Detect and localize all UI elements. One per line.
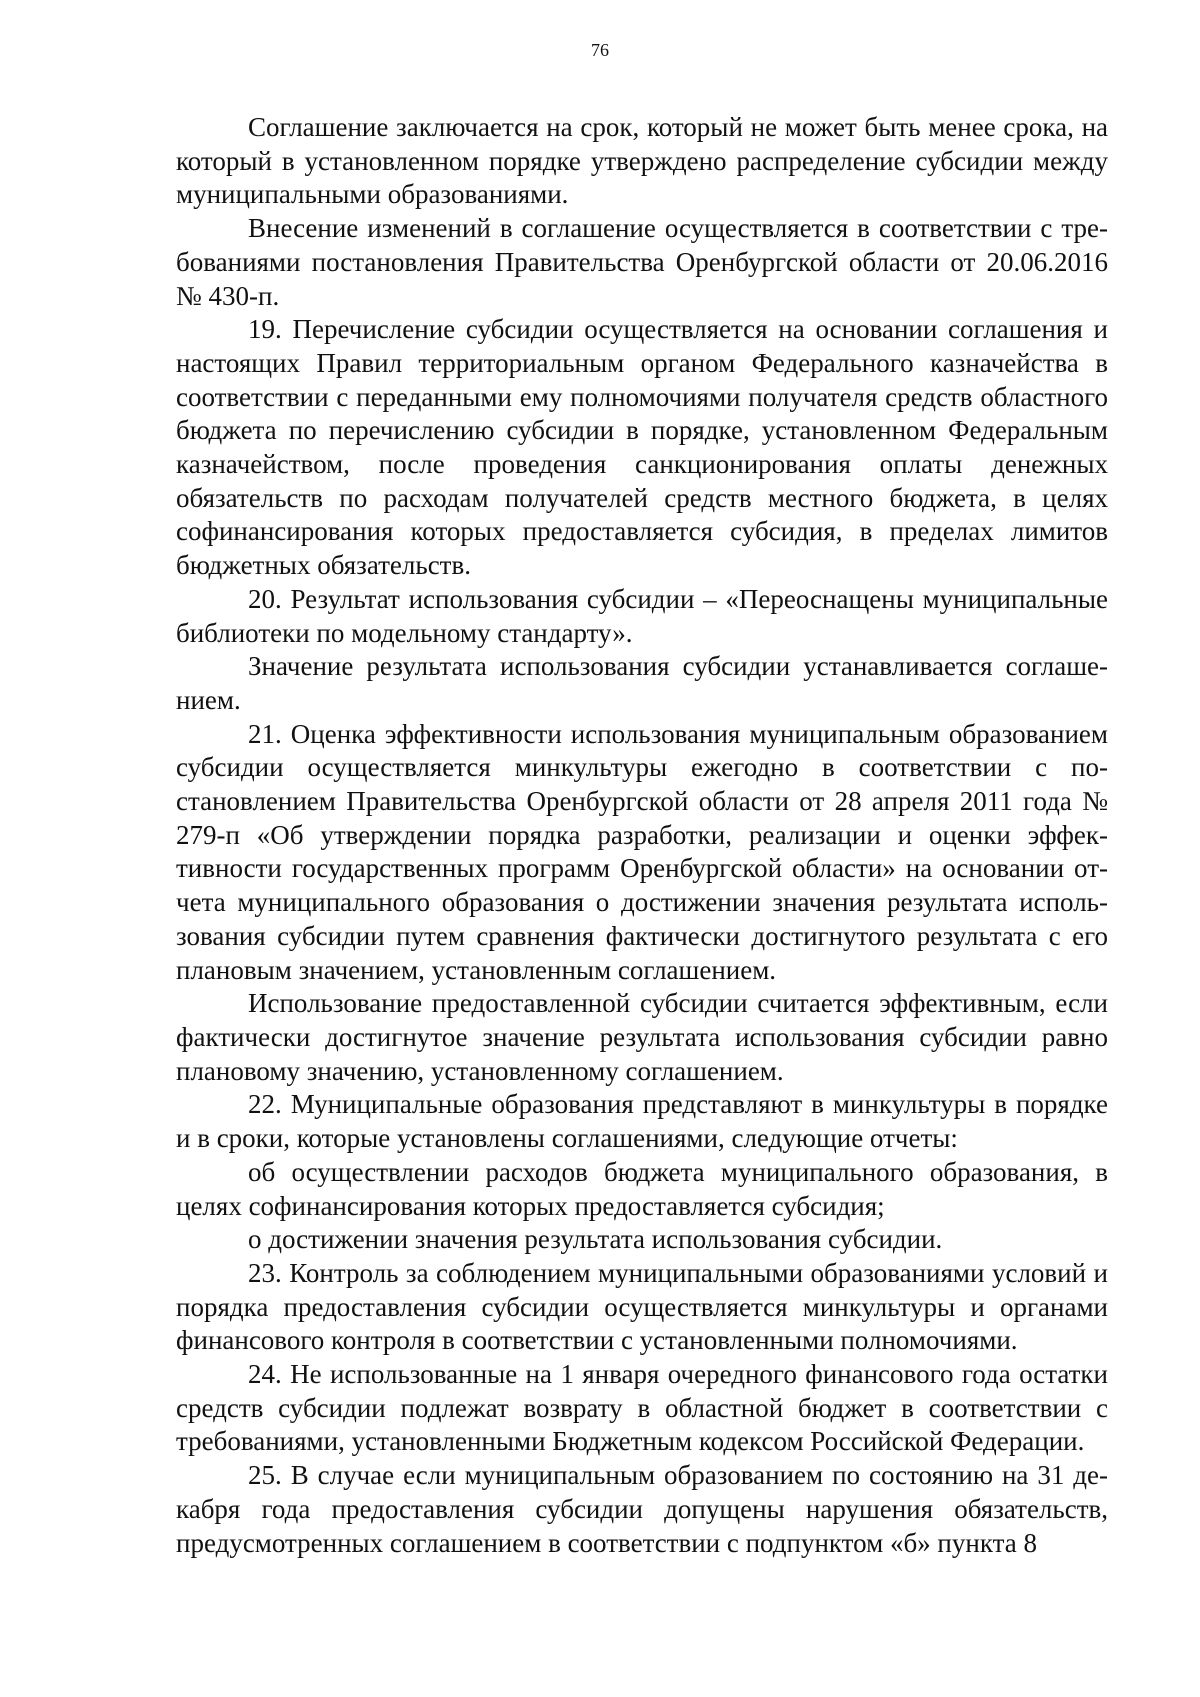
paragraph-report-result: о достижении значения результата использования субсидии. <box>248 1224 943 1255</box>
document-body <box>176 111 1108 1560</box>
paragraph-efficiency: Использование предоставленной субсидии считается эффективным, если фактически достигнутое значение результата использования субсидии равно плановому значению, установленному соглашением. <box>176 988 1108 1086</box>
paragraph-report-expenses: об осуществлении расходов бюджета муниципального образования, в целях софинансирования которых предоставляется субсидия; <box>176 1156 1108 1221</box>
paragraph-24: 24. Не использованные на 1 января очередного финансового года остатки средств субсидии подлежат возврату в областной бюджет в соответствии с требованиями, установленными Бюджетным кодексом Российской Федерации. <box>176 1359 1108 1457</box>
paragraph-20: 20. Результат использования субсидии – «Переоснащены муниципальные библиотеки по модельному стандарту». <box>176 583 1108 648</box>
paragraph-result-value: Значение результата использования субсидии устанавливается соглашением. <box>176 651 1108 715</box>
paragraph-21: 21. Оценка эффективности использования муниципальным образованием субсидии осуществляется минкультуры ежегодно в соответствии с постановлением Правительства Оренбургской области от 28 апреля 2011 года № 279-п «Об утверждении порядка разработки, реализации и оценки эффективности государственных программ Оренбургской области» на основании отчета муниципального образования о достижении значения результата использования субсидии путем сравнения фактически достигнутого результата с его плановым значением, установленным соглашением. <box>176 718 1108 985</box>
paragraph-22: 22. Муниципальные образования представляют в минкультуры в порядке и в сроки, которые установлены соглашениями, следующие отчеты: <box>176 1089 1108 1154</box>
paragraph-23: 23. Контроль за соблюдением муниципальными образованиями условий и порядка предоставления субсидии осуществляется минкультуры и органами финансового контроля в соответствии с установленными полномочиями. <box>176 1257 1108 1356</box>
paragraph-19: 19. Перечисление субсидии осуществляется на основании соглашения и настоящих Правил территориальным органом Федерального казначейства в соответствии с переданными ему полномочиями получателя средств областного бюджета по перечислению субсидии в порядке, установленном Федеральным казначейством, после проведения санкционирования оплаты денежных обязательств по расходам получателей средств местного бюджета, в целях софинансирования которых предоставляется субсидия, в пределах лимитов бюджетных обязательств. <box>176 314 1108 581</box>
paragraph-agreement-changes: Внесение изменений в соглашение осуществляется в соответствии с требованиями постановления Правительства Оренбургской области от 20.06.2016 № 430-п. <box>176 213 1108 311</box>
paragraph-25: 25. В случае если муниципальным образованием по состоянию на 31 декабря года предоставления субсидии допущены нарушения обязательств, предусмотренных соглашением в соответствии с подпунктом «б» пункта 8 <box>176 1460 1108 1558</box>
page-number: 76 <box>591 40 609 60</box>
paragraph-agreement-term: Соглашение заключается на срок, который не может быть менее срока, на который в установленном порядке утверждено распределение субсидии между муниципальными образованиями. <box>176 112 1108 210</box>
